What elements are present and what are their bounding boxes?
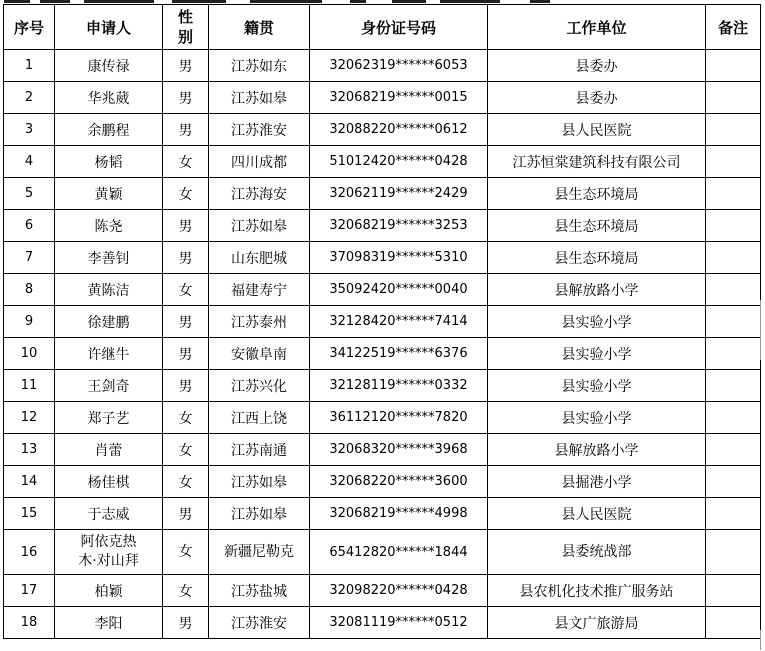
cell-native-place: 江西上饶 bbox=[209, 402, 310, 434]
cell-native-place: 安徽阜南 bbox=[209, 338, 310, 370]
header-work-unit: 工作单位 bbox=[488, 5, 706, 50]
cell-work-unit: 县掘港小学 bbox=[488, 466, 706, 498]
cell-id-number: 32128420******7414 bbox=[310, 306, 488, 338]
cell-applicant: 黄颖 bbox=[55, 178, 163, 210]
cell-remarks bbox=[706, 402, 761, 434]
cell-id-number: 32062119******2429 bbox=[310, 178, 488, 210]
cell-id-number: 65412820******1844 bbox=[310, 530, 488, 575]
cell-id-number: 32128119******0332 bbox=[310, 370, 488, 402]
cell-gender: 女 bbox=[163, 466, 209, 498]
cell-work-unit: 县解放路小学 bbox=[488, 274, 706, 306]
cell-work-unit: 县文广旅游局 bbox=[488, 607, 706, 639]
cell-native-place: 福建寿宁 bbox=[209, 274, 310, 306]
cell-applicant: 王剑奇 bbox=[55, 370, 163, 402]
cell-work-unit: 县委办 bbox=[488, 50, 706, 82]
cell-gender: 女 bbox=[163, 274, 209, 306]
cell-work-unit: 县委办 bbox=[488, 82, 706, 114]
table-row bbox=[4, 146, 761, 178]
header-id-number: 身份证号码 bbox=[310, 5, 488, 50]
cell-work-unit: 县生态环境局 bbox=[488, 242, 706, 274]
cell-id-number: 32062319******6053 bbox=[310, 50, 488, 82]
cell-id-number: 32081119******0512 bbox=[310, 607, 488, 639]
cell-native-place: 山东肥城 bbox=[209, 242, 310, 274]
cell-remarks bbox=[706, 82, 761, 114]
cell-seq: 2 bbox=[4, 82, 55, 114]
cell-native-place: 江苏如皋 bbox=[209, 82, 310, 114]
caption-fragment bbox=[4, 0, 30, 3]
cell-remarks bbox=[706, 530, 761, 575]
cell-applicant: 陈尧 bbox=[55, 210, 163, 242]
cell-native-place: 江苏如皋 bbox=[209, 498, 310, 530]
table-row bbox=[4, 178, 761, 210]
cell-gender: 男 bbox=[163, 210, 209, 242]
table-row bbox=[4, 370, 761, 402]
cell-seq: 18 bbox=[4, 607, 55, 639]
applicant-table bbox=[3, 4, 761, 639]
caption-fragment bbox=[84, 0, 154, 3]
cell-applicant: 许继牛 bbox=[55, 338, 163, 370]
cell-work-unit: 县生态环境局 bbox=[488, 178, 706, 210]
cell-native-place: 江苏兴化 bbox=[209, 370, 310, 402]
cell-seq: 1 bbox=[4, 50, 55, 82]
cell-applicant-line2: 木·对山拜 bbox=[78, 553, 139, 569]
cell-id-number: 32068219******3253 bbox=[310, 210, 488, 242]
caption-fragment bbox=[440, 0, 500, 3]
cell-remarks bbox=[706, 466, 761, 498]
caption-fragment bbox=[392, 0, 426, 3]
cell-gender: 男 bbox=[163, 114, 209, 146]
cell-remarks bbox=[706, 146, 761, 178]
cell-seq: 5 bbox=[4, 178, 55, 210]
caption-fragment bbox=[350, 0, 366, 3]
cell-remarks bbox=[706, 210, 761, 242]
cell-id-number: 35092420******0040 bbox=[310, 274, 488, 306]
cell-work-unit: 县农机化技术推广服务站 bbox=[488, 575, 706, 607]
cell-id-number: 32088220******0612 bbox=[310, 114, 488, 146]
cell-id-number: 51012420******0428 bbox=[310, 146, 488, 178]
cell-gender: 女 bbox=[163, 402, 209, 434]
table-row bbox=[4, 575, 761, 607]
cell-applicant: 于志威 bbox=[55, 498, 163, 530]
table-row bbox=[4, 50, 761, 82]
cell-work-unit: 县实验小学 bbox=[488, 402, 706, 434]
cell-applicant: 康传禄 bbox=[55, 50, 163, 82]
cell-applicant: 余鹏程 bbox=[55, 114, 163, 146]
cell-id-number: 36112120******7820 bbox=[310, 402, 488, 434]
cell-seq: 12 bbox=[4, 402, 55, 434]
cell-remarks bbox=[706, 242, 761, 274]
cell-applicant: 李善钊 bbox=[55, 242, 163, 274]
caption-fragment bbox=[40, 0, 70, 3]
cell-seq: 11 bbox=[4, 370, 55, 402]
cell-remarks bbox=[706, 114, 761, 146]
table-row bbox=[4, 210, 761, 242]
cell-gender: 女 bbox=[163, 434, 209, 466]
table-row bbox=[4, 114, 761, 146]
table-row bbox=[4, 242, 761, 274]
header-remarks: 备注 bbox=[706, 5, 761, 50]
cell-native-place: 新疆尼勒克 bbox=[209, 530, 310, 575]
cell-native-place: 江苏淮安 bbox=[209, 607, 310, 639]
cell-remarks bbox=[706, 370, 761, 402]
cell-gender: 男 bbox=[163, 50, 209, 82]
cell-gender: 男 bbox=[163, 498, 209, 530]
header-row bbox=[4, 5, 761, 50]
cell-remarks bbox=[706, 178, 761, 210]
header-gender bbox=[163, 5, 209, 50]
cell-gender: 女 bbox=[163, 178, 209, 210]
cell-work-unit: 县实验小学 bbox=[488, 338, 706, 370]
cell-native-place: 江苏盐城 bbox=[209, 575, 310, 607]
cell-native-place: 江苏如皋 bbox=[209, 210, 310, 242]
page-edge-mark bbox=[760, 300, 761, 360]
cell-native-place: 江苏如皋 bbox=[209, 466, 310, 498]
cell-id-number: 32068219******0015 bbox=[310, 82, 488, 114]
cell-work-unit: 江苏恒棠建筑科技有限公司 bbox=[488, 146, 706, 178]
cell-work-unit: 县委统战部 bbox=[488, 530, 706, 575]
cell-remarks bbox=[706, 338, 761, 370]
cell-native-place: 江苏淮安 bbox=[209, 114, 310, 146]
cell-applicant: 柏颖 bbox=[55, 575, 163, 607]
cell-remarks bbox=[706, 50, 761, 82]
cell-native-place: 江苏泰州 bbox=[209, 306, 310, 338]
cell-id-number: 32098220******0428 bbox=[310, 575, 488, 607]
cell-remarks bbox=[706, 607, 761, 639]
cell-remarks bbox=[706, 434, 761, 466]
cell-id-number: 32068219******4998 bbox=[310, 498, 488, 530]
header-native-place: 籍贯 bbox=[209, 5, 310, 50]
header-gender-line1: 性 bbox=[177, 8, 193, 26]
cell-seq: 10 bbox=[4, 338, 55, 370]
cell-seq: 17 bbox=[4, 575, 55, 607]
cell-seq: 6 bbox=[4, 210, 55, 242]
cell-gender: 男 bbox=[163, 306, 209, 338]
table-row bbox=[4, 402, 761, 434]
cell-remarks bbox=[706, 498, 761, 530]
table-row bbox=[4, 530, 761, 575]
cell-applicant: 郑子艺 bbox=[55, 402, 163, 434]
cell-gender: 男 bbox=[163, 370, 209, 402]
table-row bbox=[4, 82, 761, 114]
cell-work-unit: 县生态环境局 bbox=[488, 210, 706, 242]
cell-remarks bbox=[706, 274, 761, 306]
cell-seq: 16 bbox=[4, 530, 55, 575]
cell-gender: 男 bbox=[163, 82, 209, 114]
table-row bbox=[4, 434, 761, 466]
cell-applicant bbox=[55, 530, 163, 575]
caption-fragment bbox=[530, 0, 550, 3]
cell-seq: 3 bbox=[4, 114, 55, 146]
cell-gender: 男 bbox=[163, 338, 209, 370]
table-row bbox=[4, 274, 761, 306]
cell-applicant: 杨韬 bbox=[55, 146, 163, 178]
cell-native-place: 江苏如东 bbox=[209, 50, 310, 82]
cell-seq: 8 bbox=[4, 274, 55, 306]
cell-remarks bbox=[706, 306, 761, 338]
cell-work-unit: 县实验小学 bbox=[488, 306, 706, 338]
cell-id-number: 34122519******6376 bbox=[310, 338, 488, 370]
table-row bbox=[4, 306, 761, 338]
cell-work-unit: 县解放路小学 bbox=[488, 434, 706, 466]
table-row bbox=[4, 607, 761, 639]
table-row bbox=[4, 466, 761, 498]
caption-fragment bbox=[172, 0, 226, 3]
cell-applicant: 黄陈洁 bbox=[55, 274, 163, 306]
cell-applicant: 华兆葳 bbox=[55, 82, 163, 114]
caption-fragment bbox=[250, 0, 322, 3]
header-applicant: 申请人 bbox=[55, 5, 163, 50]
cell-seq: 14 bbox=[4, 466, 55, 498]
table-row bbox=[4, 498, 761, 530]
cell-work-unit: 县人民医院 bbox=[488, 498, 706, 530]
cell-work-unit: 县人民医院 bbox=[488, 114, 706, 146]
cell-applicant: 李阳 bbox=[55, 607, 163, 639]
table-row bbox=[4, 338, 761, 370]
header-gender-line2: 别 bbox=[177, 28, 193, 46]
cell-id-number: 37098319******5310 bbox=[310, 242, 488, 274]
cell-applicant: 杨佳棋 bbox=[55, 466, 163, 498]
cell-seq: 15 bbox=[4, 498, 55, 530]
cell-native-place: 四川成都 bbox=[209, 146, 310, 178]
cell-id-number: 32068220******3600 bbox=[310, 466, 488, 498]
cell-gender: 女 bbox=[163, 146, 209, 178]
cell-remarks bbox=[706, 575, 761, 607]
cell-gender: 男 bbox=[163, 242, 209, 274]
cell-applicant: 徐建鹏 bbox=[55, 306, 163, 338]
cell-gender: 女 bbox=[163, 575, 209, 607]
cell-applicant-line1: 阿依克热 bbox=[80, 534, 137, 550]
cell-gender: 男 bbox=[163, 607, 209, 639]
cell-seq: 13 bbox=[4, 434, 55, 466]
cell-seq: 7 bbox=[4, 242, 55, 274]
cell-applicant: 肖蕾 bbox=[55, 434, 163, 466]
header-seq: 序号 bbox=[4, 5, 55, 50]
cell-native-place: 江苏南通 bbox=[209, 434, 310, 466]
page-edge-mark bbox=[760, 630, 761, 650]
cell-gender: 女 bbox=[163, 530, 209, 575]
cell-seq: 9 bbox=[4, 306, 55, 338]
cell-id-number: 32068320******3968 bbox=[310, 434, 488, 466]
cell-native-place: 江苏海安 bbox=[209, 178, 310, 210]
cell-work-unit: 县实验小学 bbox=[488, 370, 706, 402]
cell-seq: 4 bbox=[4, 146, 55, 178]
